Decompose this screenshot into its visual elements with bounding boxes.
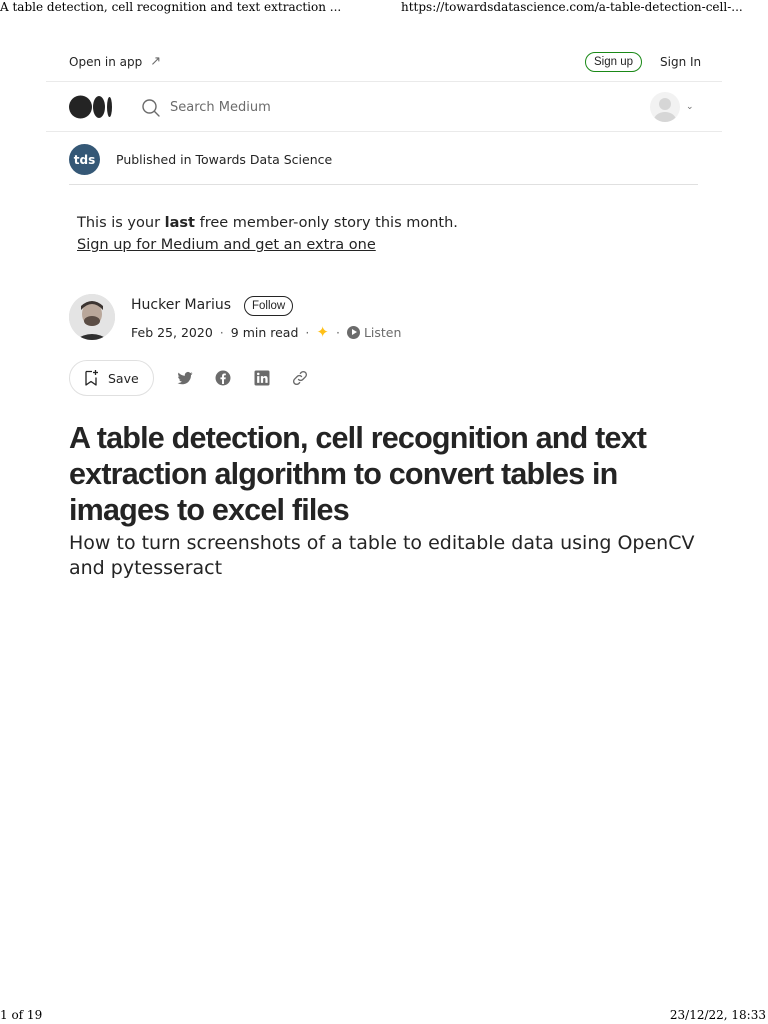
open-in-app-link[interactable] [69, 54, 161, 69]
page-number: 1 of 19 [0, 1008, 43, 1022]
article-title: A table detection, cell recognition and text extraction algorithm to convert tables in images to excel files [69, 421, 647, 527]
article-subtitle: How to turn screenshots of a table to editable data using OpenCV and pytesseract [69, 532, 695, 579]
read-time: 9 min read [230, 324, 299, 340]
medium-logo-icon[interactable] [69, 95, 113, 119]
open-in-app-label: Open in app [69, 54, 143, 69]
chevron-down-icon: ⌄ [686, 102, 694, 112]
arrow-up-right-icon: ↗ [150, 54, 162, 69]
play-icon [347, 326, 360, 339]
member-notice-prefix: This is your [77, 215, 165, 231]
link-icon[interactable] [291, 369, 309, 387]
author-name[interactable]: Hucker Marius [131, 297, 231, 313]
facebook-icon[interactable] [214, 369, 232, 387]
twitter-icon[interactable] [176, 369, 194, 387]
separator-dot: · [335, 324, 340, 340]
author-avatar[interactable] [69, 294, 115, 340]
print-footer [0, 1008, 768, 1024]
print-header [0, 0, 768, 16]
linkedin-icon[interactable] [253, 369, 271, 387]
divider [69, 184, 698, 185]
print-header-title: A table detection, cell recognition and text extraction ... [0, 0, 342, 14]
separator-dot: · [219, 324, 224, 340]
sign-in-link[interactable]: Sign In [660, 55, 702, 69]
member-notice-suffix: free member-only story this month. [194, 215, 458, 231]
user-menu[interactable] [650, 92, 694, 122]
star-icon: ✦ [316, 323, 329, 341]
author-row [69, 294, 689, 340]
publication-info [69, 144, 332, 175]
top-bar [46, 42, 722, 82]
listen-label: Listen [363, 324, 402, 340]
nav-bar [46, 82, 722, 132]
publish-date: Feb 25, 2020 [131, 324, 213, 340]
save-button[interactable] [69, 360, 154, 396]
sign-up-button[interactable]: Sign up [585, 52, 642, 72]
print-header-url: https://towardsdatascience.com/a-table-detection-cell-... [401, 0, 743, 14]
sign-up-extra-link[interactable]: Sign up for Medium and get an extra one [77, 237, 376, 253]
save-label: Save [108, 370, 139, 386]
listen-button[interactable] [347, 325, 401, 340]
member-notice-text [77, 212, 458, 234]
user-avatar-icon [650, 92, 680, 122]
article-meta [131, 323, 401, 341]
publication-logo[interactable]: tds [69, 144, 100, 175]
member-notice [77, 212, 458, 256]
separator-dot: · [305, 324, 310, 340]
member-notice-bold: last [164, 215, 195, 231]
search-input[interactable] [170, 96, 370, 118]
search-icon[interactable] [141, 98, 161, 118]
publication-label[interactable]: Published in Towards Data Science [116, 152, 333, 167]
follow-button[interactable]: Follow [244, 296, 293, 316]
bookmark-add-icon [82, 369, 100, 387]
print-timestamp: 23/12/22, 18:33 [669, 1008, 766, 1022]
article-actions [69, 360, 369, 396]
